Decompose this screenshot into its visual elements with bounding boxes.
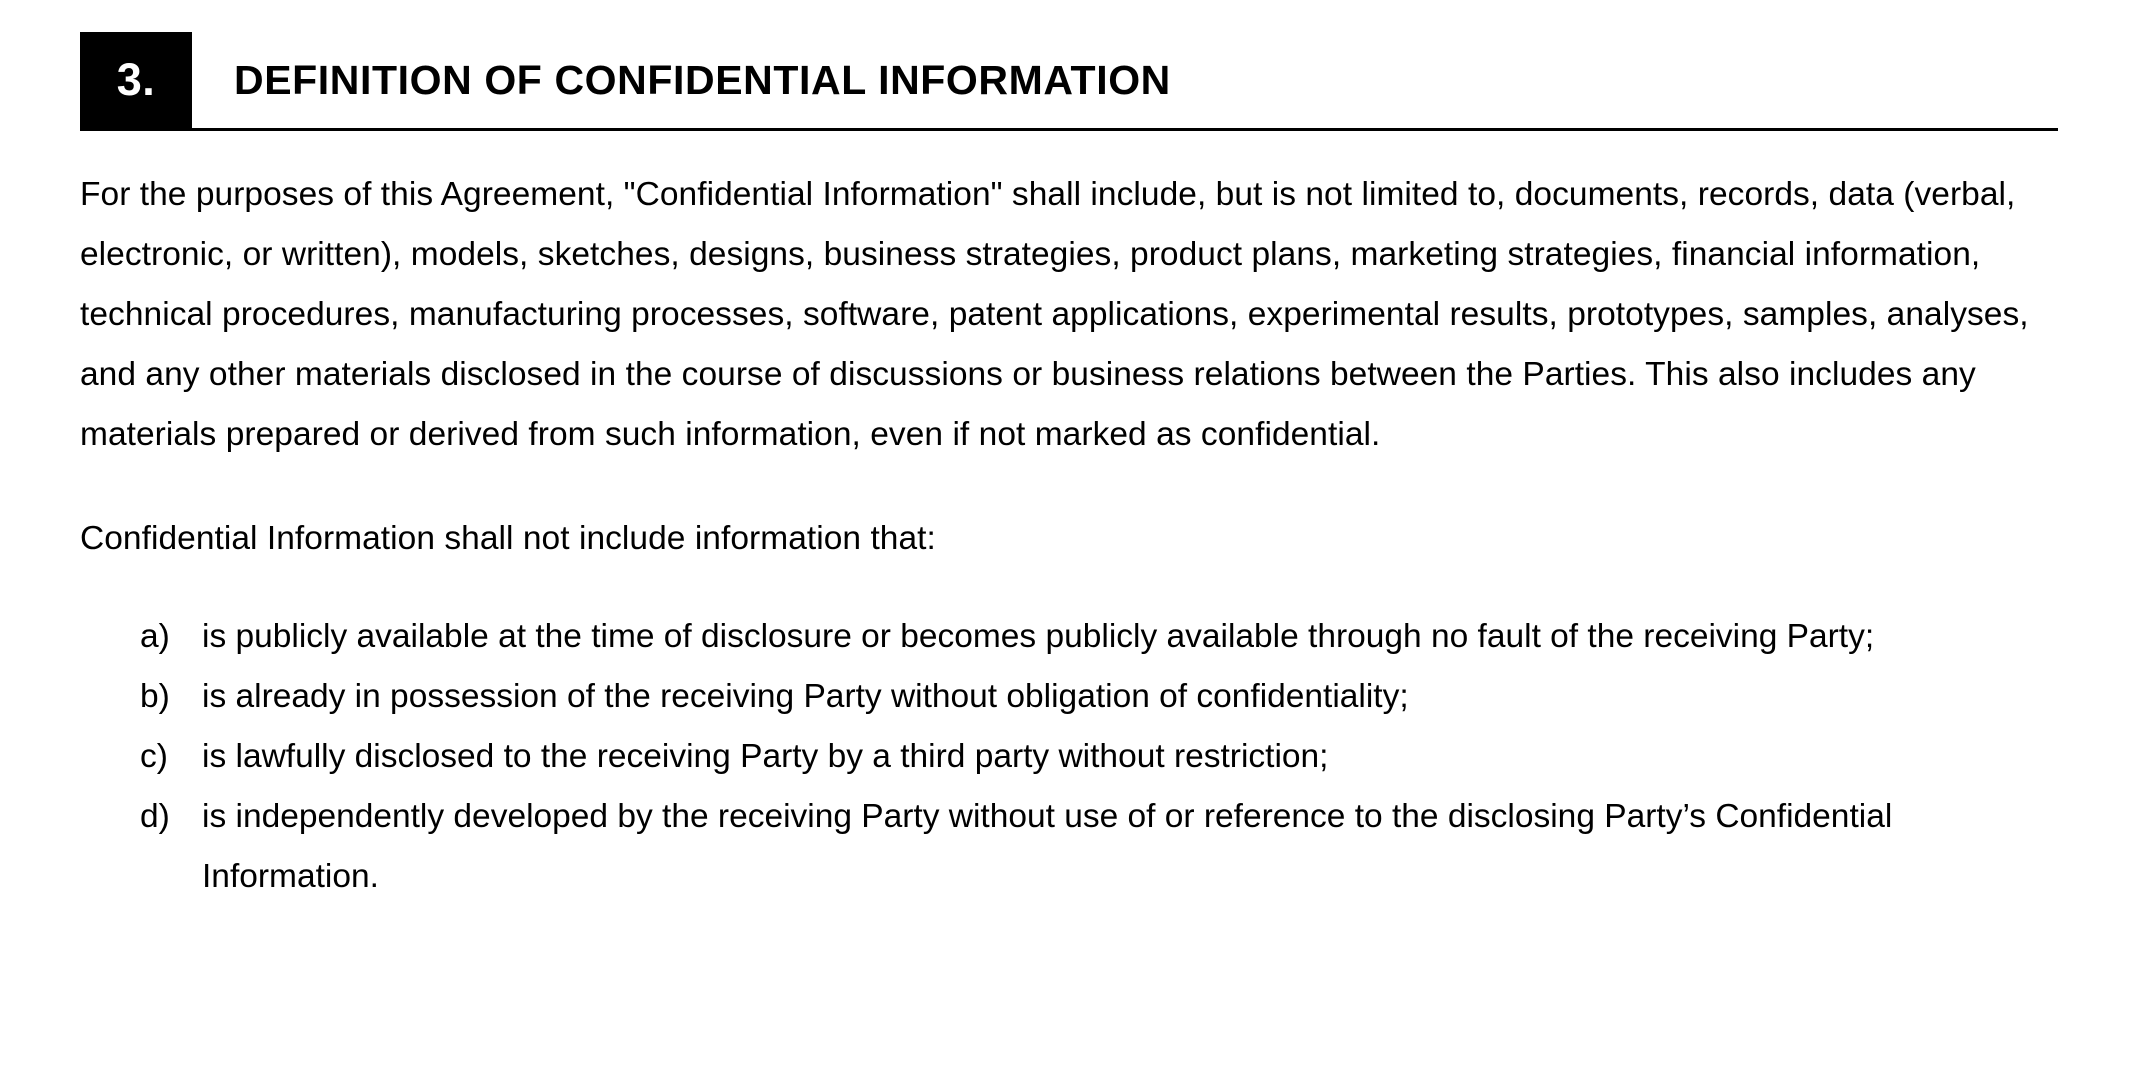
exclusions-list: [140, 607, 2058, 907]
page-title: DEFINITION OF CONFIDENTIAL INFORMATION: [234, 56, 1171, 103]
exclusions-intro-paragraph: Confidential Information shall not include information that:: [80, 520, 936, 557]
section-number-badge: 3.: [80, 32, 192, 128]
definition-paragraph: For the purposes of this Agreement, "Confidential Information" shall include, but is not limited to, documents, records, data (verbal, electronic, or written), models, sketches, designs, business strategies, product plans, marketing strategies, financial information, technical procedures, manufacturing processes, software, patent applications, experimental results, prototypes, samples, analyses, and any other materials disclosed in the course of discussions or business relations between the Parties. This also includes any materials prepared or derived from such information, even if not marked as confidential.: [80, 176, 2029, 453]
list-item-marker: a): [140, 618, 170, 655]
section-title-container: [192, 32, 2058, 128]
list-item-label: is already in possession of the receiving Party without obligation of confidentiality;: [202, 678, 1409, 715]
list-item-label: is publicly available at the time of disclosure or becomes publicly available through no fault of the receiving Party;: [202, 618, 1875, 655]
list-item-marker: c): [140, 738, 168, 775]
list-item: [140, 787, 2058, 907]
section-heading: [80, 32, 2058, 128]
list-item: [140, 667, 2058, 727]
list-item-marker: d): [140, 798, 170, 835]
list-item-label: is independently developed by the receiving Party without use of or reference to the disclosing Party’s Confidential Information.: [202, 798, 1893, 895]
list-item-marker: b): [140, 678, 170, 715]
list-item-label: is lawfully disclosed to the receiving Party by a third party without restriction;: [202, 738, 1329, 775]
document-page: [0, 32, 2138, 1092]
heading-divider: [80, 128, 2058, 131]
list-item: [140, 607, 2058, 667]
list-item: [140, 727, 2058, 787]
